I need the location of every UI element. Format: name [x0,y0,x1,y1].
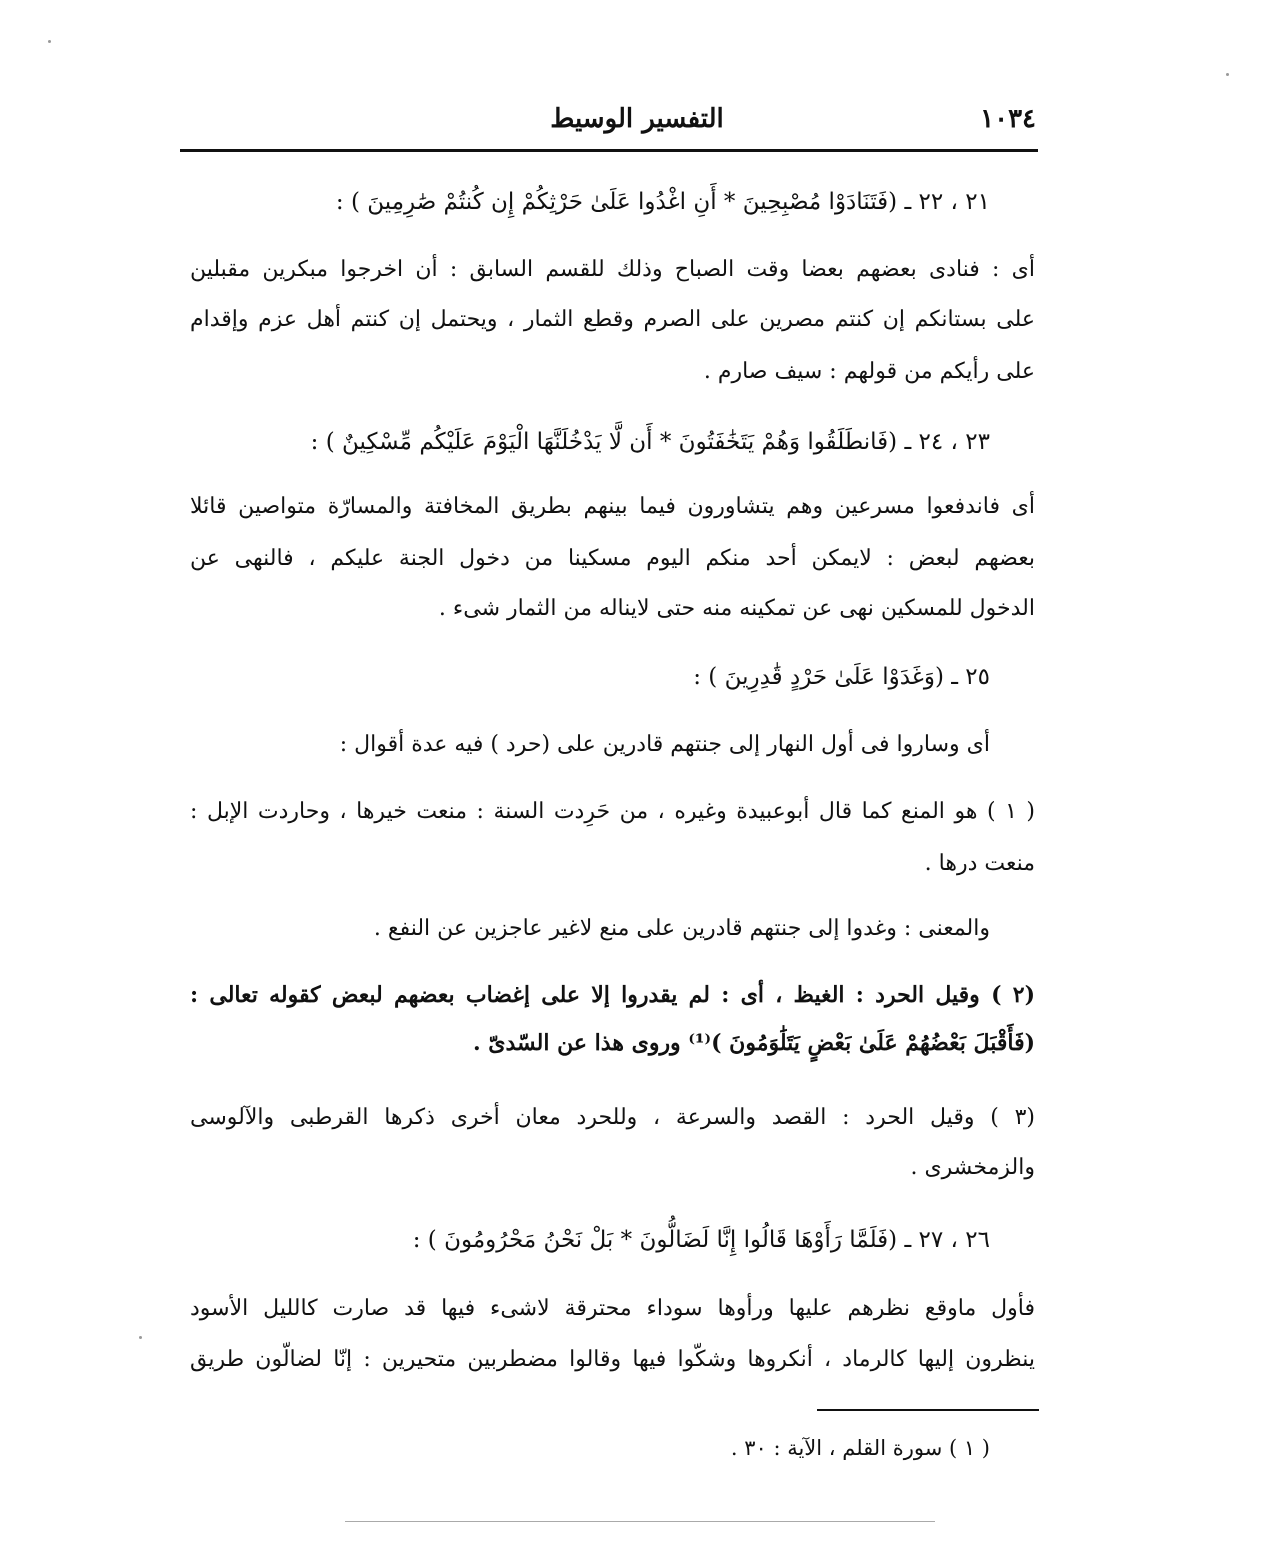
commentary-line: الدخول للمسكين نهى عن تمكينه منه حتى لايناله من الثمار شىء . [438,596,1035,621]
commentary-line: ينظرون إليها كالرماد ، أنكروها وشكّوا فيها وقالوا مضطربين متحيرين : إنّا لضالّون طريق [190,1347,1035,1372]
commentary-line: على بستانكم إن كنتم مصرين على الصرم وقطع الثمار ، ويحتمل إن كنتم أهل عزم وإقدام [190,307,1035,332]
verse-heading-23-24: ٢٣ ، ٢٤ ـ (فَانطَلَقُوا وَهُمْ يَتَخَٰفَتُونَ * أَن لَّا يَدْخُلَنَّهَا الْيَوْمَ عَلَيْكُم مِّسْكِينٌ ) : [310,429,990,455]
commentary-line: ( ١ ) هو المنع كما قال أبوعبيدة وغيره ، من حَرِدت السنة : منعت خيرها ، وحاردت الإبل : [190,799,1036,824]
commentary-line: على رأيكم من قولهم : سيف صارم . [703,359,1035,384]
commentary-line: منعت درها . [924,851,1035,876]
commentary-line: والزمخشرى . [910,1155,1035,1180]
commentary-line: والمعنى : وغدوا إلى جنتهم قادرين على منع لاغير عاجزين عن النفع . [373,916,990,941]
footnote: ( ١ ) سورة القلم ، الآية : ٣٠ . [730,1436,990,1460]
scan-speck [1226,73,1229,76]
running-title: التفسير الوسيط [550,104,724,134]
commentary-line: (٢ ) وقيل الحرد : الغيظ ، أى : لم يقدروا إلا على إغضاب بعضهم لبعض كقوله تعالى : [190,982,1035,1008]
commentary-line: أى فاندفعوا مسرعين وهم يتشاورون فيما بينهم بطريق المخافتة والمسارّة متواصين قائلا [190,494,1035,519]
commentary-line: أى : فنادى بعضهم بعضا وقت الصباح وذلك للقسم السابق : أن اخرجوا مبكرين مقبلين [190,257,1036,282]
commentary-line: أى وساروا فى أول النهار إلى جنتهم قادرين على (حرد ) فيه عدة أقوال : [339,732,990,757]
footnote-rule [817,1409,1039,1411]
header-rule [180,149,1038,152]
commentary-line: (فَأَقْبَلَ بَعْضُهُمْ عَلَىٰ بَعْضٍ يَتَلَٰوَمُونَ )⁽¹⁾ وروى هذا عن السّدىّ . [472,1030,1035,1056]
commentary-line: (٣ ) وقيل الحرد : القصد والسرعة ، وللحرد معان أخرى ذكرها القرطبى والآلوسى [190,1105,1035,1130]
scan-speck [48,40,51,43]
bottom-rule [345,1521,935,1522]
page-number: ١٠٣٤ [980,104,1036,134]
verse-heading-26-27: ٢٦ ، ٢٧ ـ (فَلَمَّا رَأَوْهَا قَالُوا إِنَّا لَضَالُّونَ * بَلْ نَحْنُ مَحْرُومُونَ ) : [412,1227,990,1253]
verse-heading-21-22: ٢١ ، ٢٢ ـ (فَتَنَادَوْا مُصْبِحِينَ * أَنِ اغْدُوا عَلَىٰ حَرْثِكُمْ إِن كُنتُمْ صَٰرِمِينَ ) : [335,189,990,215]
verse-heading-25: ٢٥ ـ (وَغَدَوْا عَلَىٰ حَرْدٍ قَٰدِرِينَ ) : [693,664,990,690]
scan-speck [139,1336,142,1339]
commentary-line: فأول ماوقع نظرهم عليها ورأوها سوداء محترقة لاشىء فيها قد صارت كالليل الأسود [190,1296,1035,1321]
commentary-line: بعضهم لبعض : لايمكن أحد منكم اليوم مسكينا من دخول الجنة عليكم ، فالنهى عن [190,546,1035,571]
